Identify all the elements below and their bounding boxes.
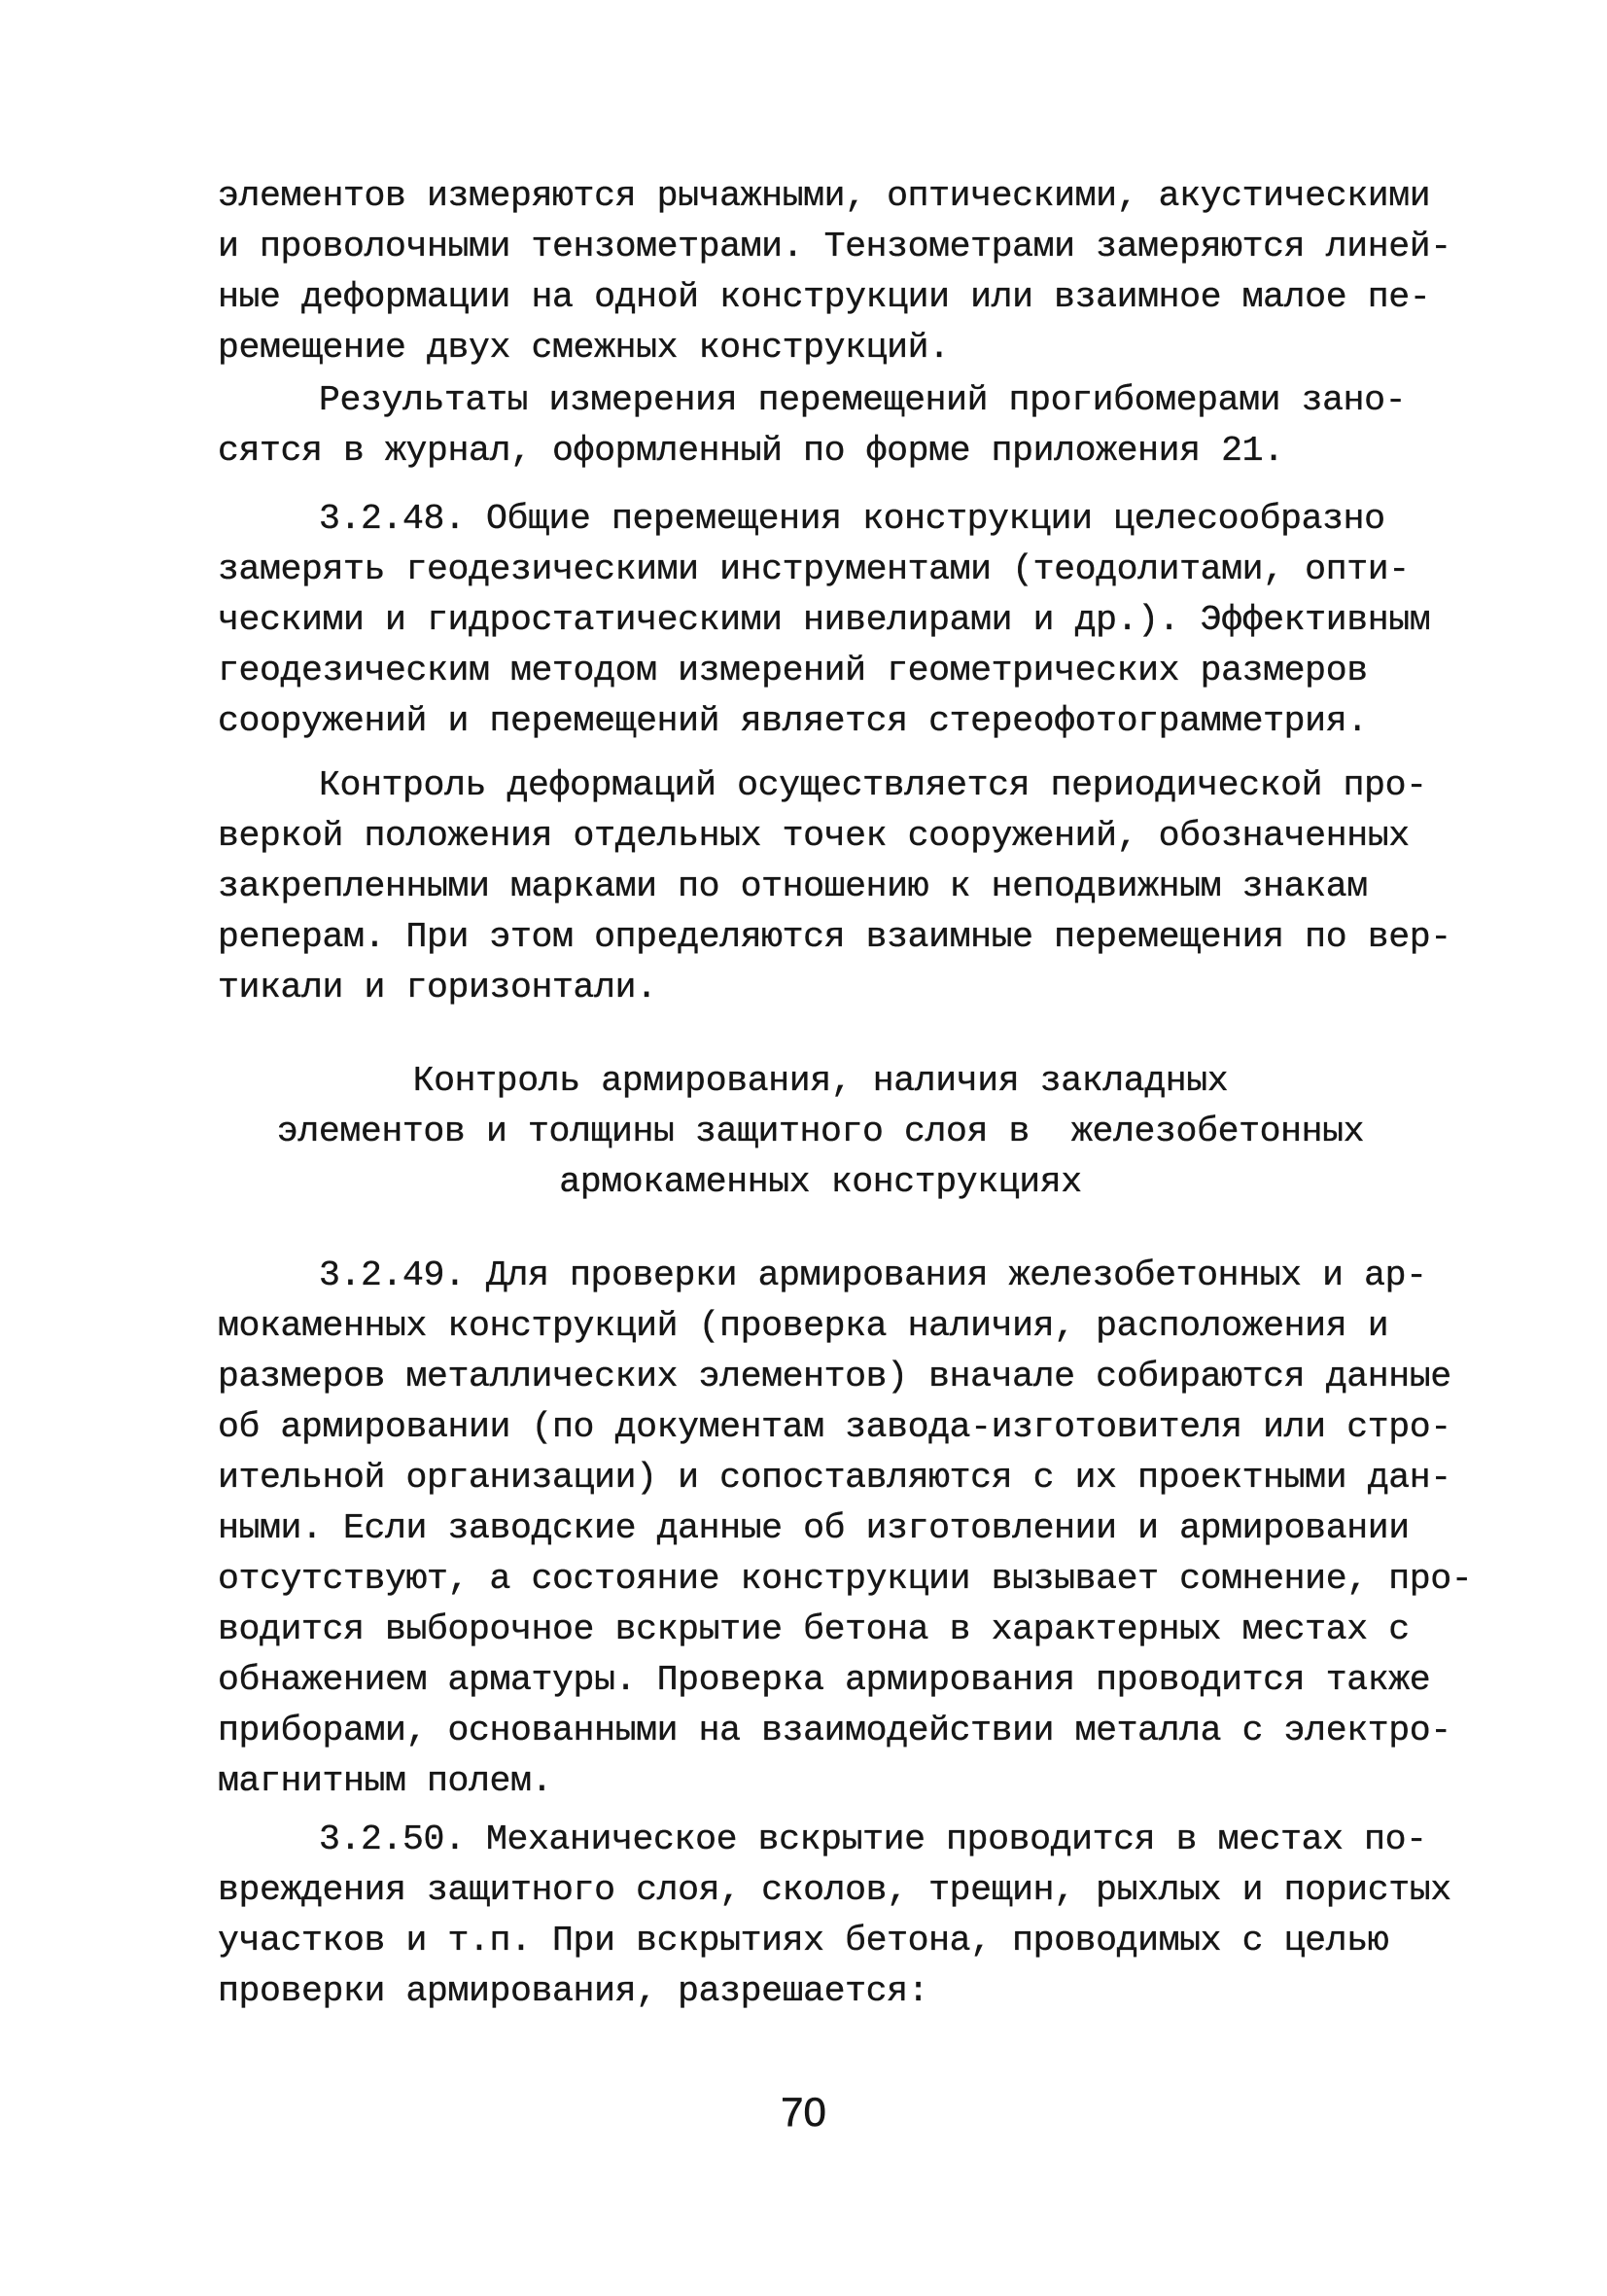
paragraph-3-2-50 — [218, 1815, 1451, 2017]
text-line: реперам. При этом определяются взаимные перемещения по вер- — [218, 917, 1451, 957]
text-line: геодезическим методом измерений геометрических размеров — [218, 651, 1368, 690]
text-line: отсутствуют, а состояние конструкции вызывает сомнение, про- — [218, 1559, 1473, 1599]
text-line: ческими и гидростатическими нивелирами и др.). Эффективным — [218, 600, 1431, 640]
text-line: 3.2.49. Для проверки армирования железобетонных и ар- — [319, 1255, 1427, 1295]
text-line: проверки армирования, разрешается: — [218, 1971, 929, 2011]
text-line: об армировании (по документам завода-изготовителя или стро- — [218, 1407, 1451, 1447]
text-line: ные деформации на одной конструкции или взаимное малое пе- — [218, 277, 1431, 317]
text-line: Контроль деформаций осуществляется периодической про- — [319, 765, 1427, 805]
text-line: тикали и горизонтали. — [218, 968, 657, 1007]
heading-line: элементов и толщины защитного слоя в железобетонных — [276, 1112, 1365, 1151]
text-line: участков и т.п. При вскрытиях бетона, проводимых с целью — [218, 1921, 1389, 1960]
text-line: водится выборочное вскрытие бетона в характерных местах с — [218, 1609, 1410, 1649]
paragraph-deformation-control — [218, 760, 1451, 1013]
text-line: магнитным полем. — [218, 1761, 553, 1801]
text-line: Результаты измерения перемещений прогибомерами зано- — [319, 380, 1407, 420]
text-line: сятся в журнал, оформленный по форме приложения 21. — [218, 431, 1284, 471]
text-line: ремещение двух смежных конструкций. — [218, 328, 950, 368]
heading-line: армокаменных конструкциях — [559, 1162, 1082, 1202]
section-heading — [218, 1056, 1423, 1208]
paragraph-tensometers — [218, 171, 1451, 373]
text-line: и проволочными тензометрами. Тензометрами замеряются линей- — [218, 227, 1451, 266]
text-line: размеров металлических элементов) вначале собираются данные — [218, 1357, 1451, 1396]
heading-line: Контроль армирования, наличия закладных — [412, 1061, 1229, 1101]
text-line: сооружений и перемещений является стереофотограмметрия. — [218, 701, 1368, 741]
text-line: 3.2.48. Общие перемещения конструкции целесообразно — [319, 499, 1385, 539]
paragraph-3-2-48 — [218, 494, 1431, 747]
paragraph-3-2-49 — [218, 1251, 1473, 1807]
text-line: вреждения защитного слоя, сколов, трещин, рыхлых и пористых — [218, 1870, 1451, 1910]
text-line: закрепленными марками по отношению к неподвижным знакам — [218, 866, 1368, 906]
text-line: 3.2.50. Механическое вскрытие проводится в местах по- — [319, 1819, 1427, 1859]
paragraph-results-journal — [218, 375, 1423, 477]
text-line: веркой положения отдельных точек сооружений, обозначенных — [218, 816, 1410, 856]
text-line: ительной организации) и сопоставляются с их проектными дан- — [218, 1458, 1451, 1498]
text-line: обнажением арматуры. Проверка армирования проводится также — [218, 1660, 1431, 1700]
text-line: приборами, основанными на взаимодействии металла с электро- — [218, 1711, 1451, 1750]
page-number: 70 — [781, 2089, 826, 2135]
text-line: ными. Если заводские данные об изготовлении и армировании — [218, 1508, 1410, 1548]
text-line: мокаменных конструкций (проверка наличия, расположения и — [218, 1306, 1389, 1346]
text-line: элементов измеряются рычажными, оптическими, акустическими — [218, 176, 1431, 216]
text-line: замерять геодезическими инструментами (теодолитами, опти- — [218, 549, 1410, 589]
